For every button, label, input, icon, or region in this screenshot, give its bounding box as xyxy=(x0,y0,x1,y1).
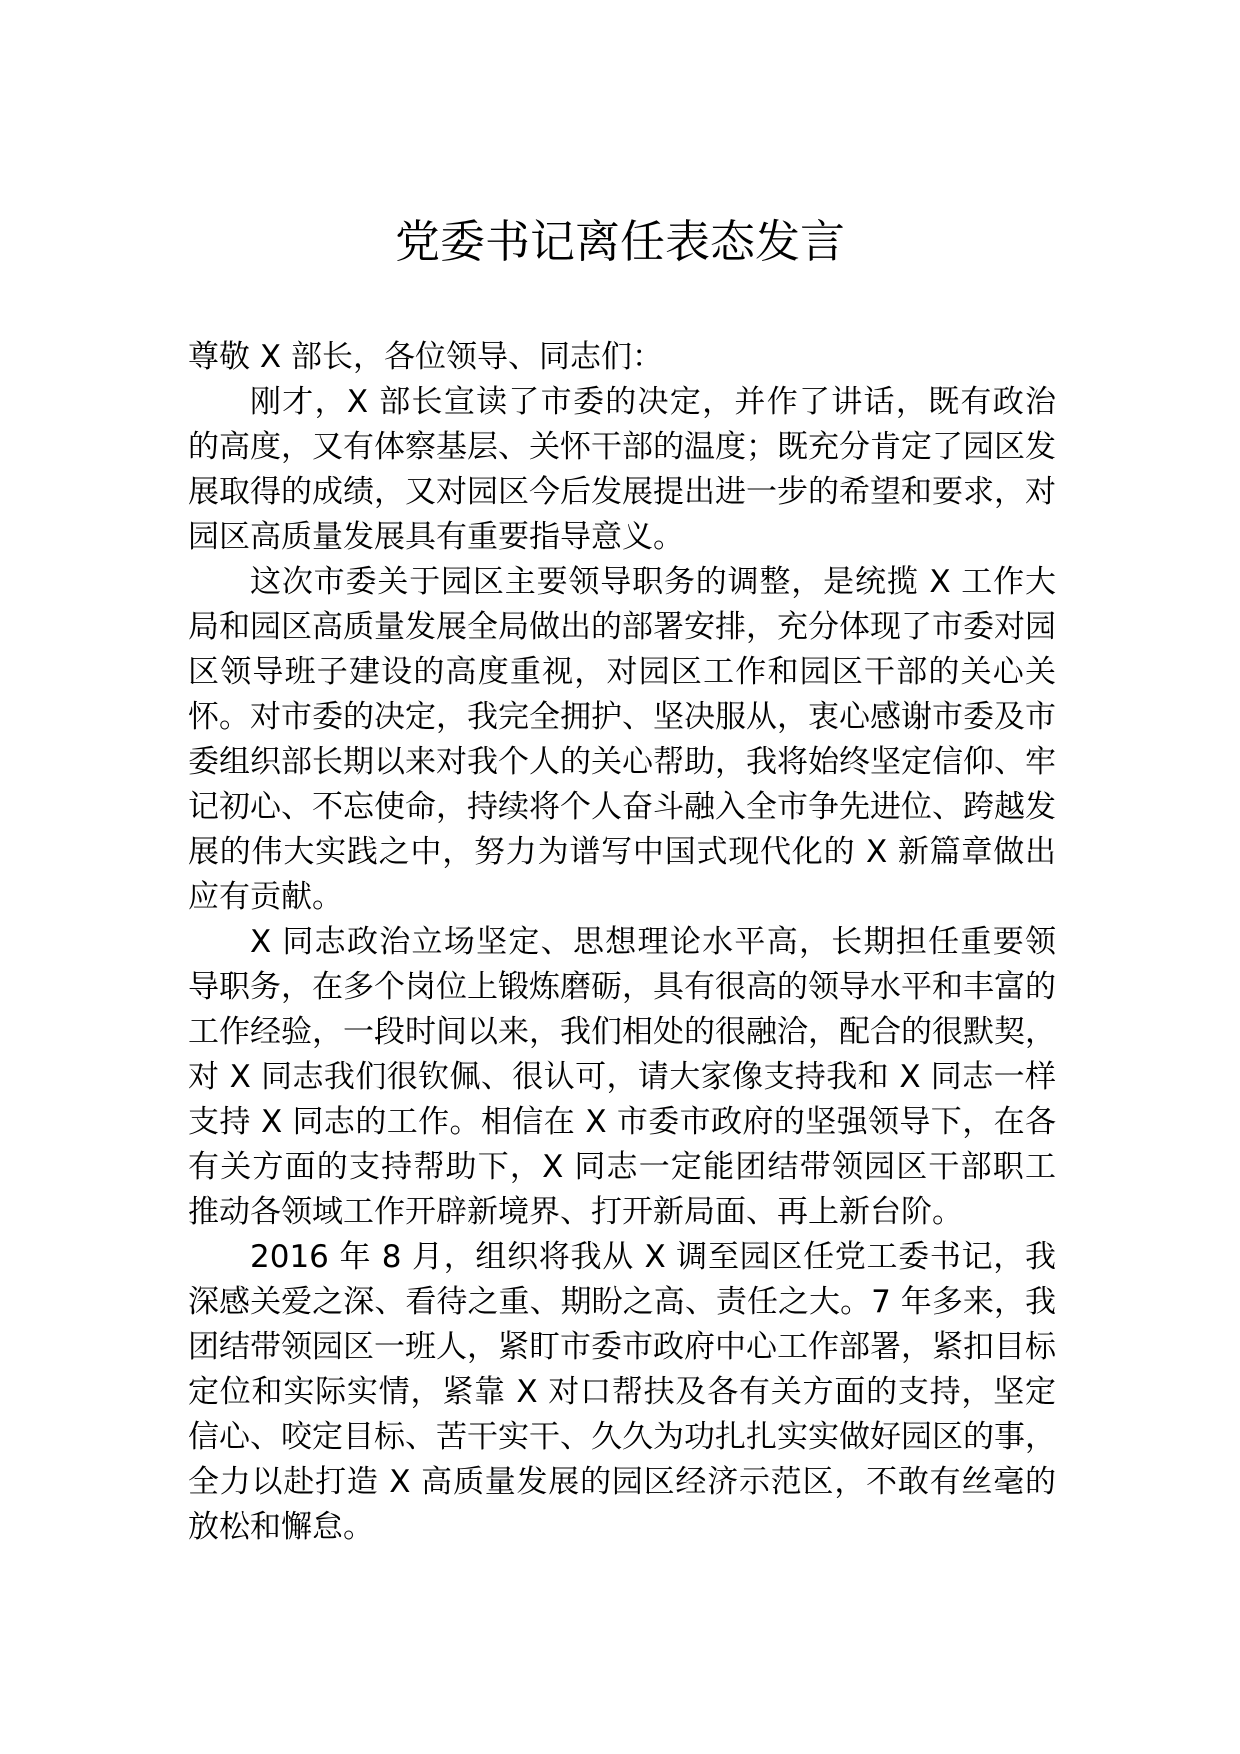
document-body xyxy=(188,335,1056,1550)
salutation: 尊敬 X 部长，各位领导、同志们： xyxy=(188,339,663,375)
paragraph: 刚才，X 部长宣读了市委的决定，并作了讲话，既有政治的高度，又有体察基层、关怀干部的温度；既充分肯定了园区发展取得的成绩，又对园区今后发展提出进一步的希望和要求，对园区高质量发展具有重要指导意义。 xyxy=(188,384,1056,555)
paragraph: X 同志政治立场坚定、思想理论水平高，长期担任重要领导职务，在多个岗位上锻炼磨砺，具有很高的领导水平和丰富的工作经验，一段时间以来，我们相处的很融洽，配合的很默契，对 X 同志我们很钦佩、很认可，请大家像支持我和 X 同志一样支持 X 同志的工作。相信在 X 市委市政府的坚强领导下，在各有关方面的支持帮助下，X 同志一定能团结带领园区干部职工推动各领域工作开辟新境界、打开新局面、再上新台阶。 xyxy=(188,924,1056,1230)
document-title: 党委书记离任表态发言 xyxy=(394,215,845,268)
paragraph: 2016 年 8 月，组织将我从 X 调至园区任党工委书记，我深感关爱之深、看待之重、期盼之高、责任之大。7 年多来，我团结带领园区一班人，紧盯市委市政府中心工作部署，紧扣目标定位和实际实情，紧靠 X 对口帮扶及各有关方面的支持，坚定信心、咬定目标、苦干实干、久久为功扎扎实实做好园区的事，全力以赴打造 X 高质量发展的园区经济示范区，不敢有丝毫的放松和懈怠。 xyxy=(188,1239,1056,1545)
paragraph: 这次市委关于园区主要领导职务的调整，是统揽 X 工作大局和园区高质量发展全局做出的部署安排，充分体现了市委对园区领导班子建设的高度重视，对园区工作和园区干部的关心关怀。对市委的决定，我完全拥护、坚决服从，衷心感谢市委及市委组织部长期以来对我个人的关心帮助，我将始终坚定信仰、牢记初心、不忘使命，持续将个人奋斗融入全市争先进位、跨越发展的伟大实践之中，努力为谱写中国式现代化的 X 新篇章做出应有贡献。 xyxy=(188,564,1056,915)
